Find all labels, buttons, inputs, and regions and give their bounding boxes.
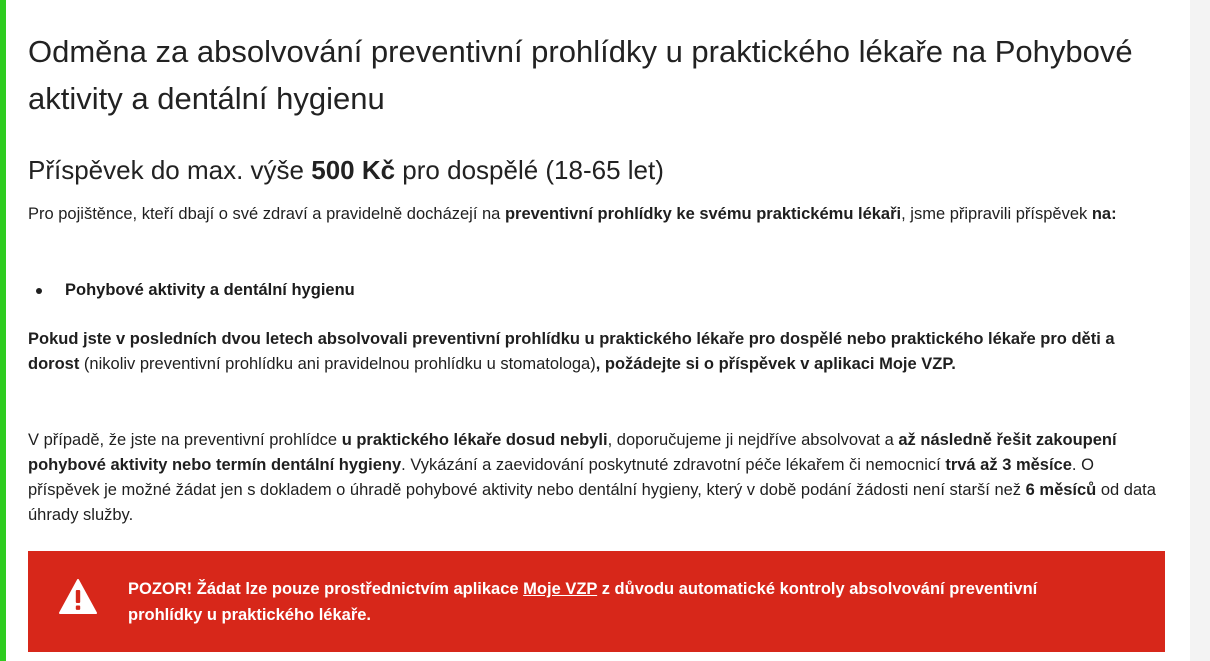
alert-text-after: z důvodu automatické kontroly absolvování preventivní prohlídky u praktického lékaře. xyxy=(128,580,1038,624)
note-text-3: . Vykázání a zaevidování poskytnuté zdravotní péče lékařem či nemocnicí xyxy=(401,456,946,474)
warning-triangle-icon xyxy=(59,579,97,615)
intro-text-1: Pro pojištěnce, kteří dbají o své zdraví a pravidelně docházejí na xyxy=(28,205,505,223)
note-bold-2: až následně řešit zakoupení pohybové aktivity nebo termín dentální hygieny xyxy=(28,431,1117,474)
note-text-5: od data úhrady služby. xyxy=(28,481,1156,524)
note-text-1: V případě, že jste na preventivní prohlídce xyxy=(28,431,342,449)
instructions-text-1: (nikoliv preventivní prohlídku ani pravidelnou prohlídku u stomatologa) xyxy=(79,355,596,373)
intro-paragraph xyxy=(28,202,1158,227)
subtitle-amount: 500 Kč xyxy=(311,155,396,185)
subtitle-suffix: pro dospělé (18-65 let) xyxy=(395,155,664,185)
note-bold-1: u praktického lékaře dosud nebyli xyxy=(341,431,608,449)
benefit-subtitle xyxy=(28,150,1168,190)
note-text-4: . O příspěvek je možné žádat jen s dokladem o úhradě pohybové aktivity nebo dentální hygieny, který v době podání žádosti není starší než xyxy=(28,456,1094,499)
alert-text xyxy=(128,576,1088,628)
bullet-icon xyxy=(36,288,42,294)
list-item-label: Pohybové aktivity a dentální hygienu xyxy=(65,281,355,299)
alert-text-before: POZOR! Žádat lze pouze prostřednictvím aplikace xyxy=(128,580,524,598)
note-bold-3: trvá až 3 měsíce xyxy=(945,456,1072,474)
intro-bold-2: na: xyxy=(1091,205,1117,223)
list-item xyxy=(28,278,355,303)
benefit-list xyxy=(28,278,355,303)
moje-vzp-link[interactable]: Moje VZP xyxy=(523,580,598,598)
warning-alert xyxy=(28,551,1165,652)
subtitle-prefix: Příspěvek do max. výše xyxy=(28,155,312,185)
instructions-paragraph xyxy=(28,327,1158,377)
page-title: Odměna za absolvování preventivní prohlídky u praktického lékaře na Pohybové aktivity a dentální hygienu xyxy=(28,34,1133,116)
intro-bold-1: preventivní prohlídky ke svému praktickému lékaři xyxy=(504,205,902,223)
instructions-bold-1: Pokud jste v posledních dvou letech absolvovali preventivní prohlídku u praktického lékaře pro dospělé nebo praktického lékaře pro děti a dorost xyxy=(28,330,1115,373)
note-bold-4: 6 měsíců xyxy=(1025,481,1097,499)
instructions-bold-2: , požádejte si o příspěvek v aplikaci Moje VZP. xyxy=(595,355,956,373)
note-paragraph xyxy=(28,428,1158,528)
intro-text-2: , jsme připravili příspěvek xyxy=(901,205,1092,223)
note-text-2: , doporučujeme ji nejdříve absolvovat a xyxy=(607,431,899,449)
